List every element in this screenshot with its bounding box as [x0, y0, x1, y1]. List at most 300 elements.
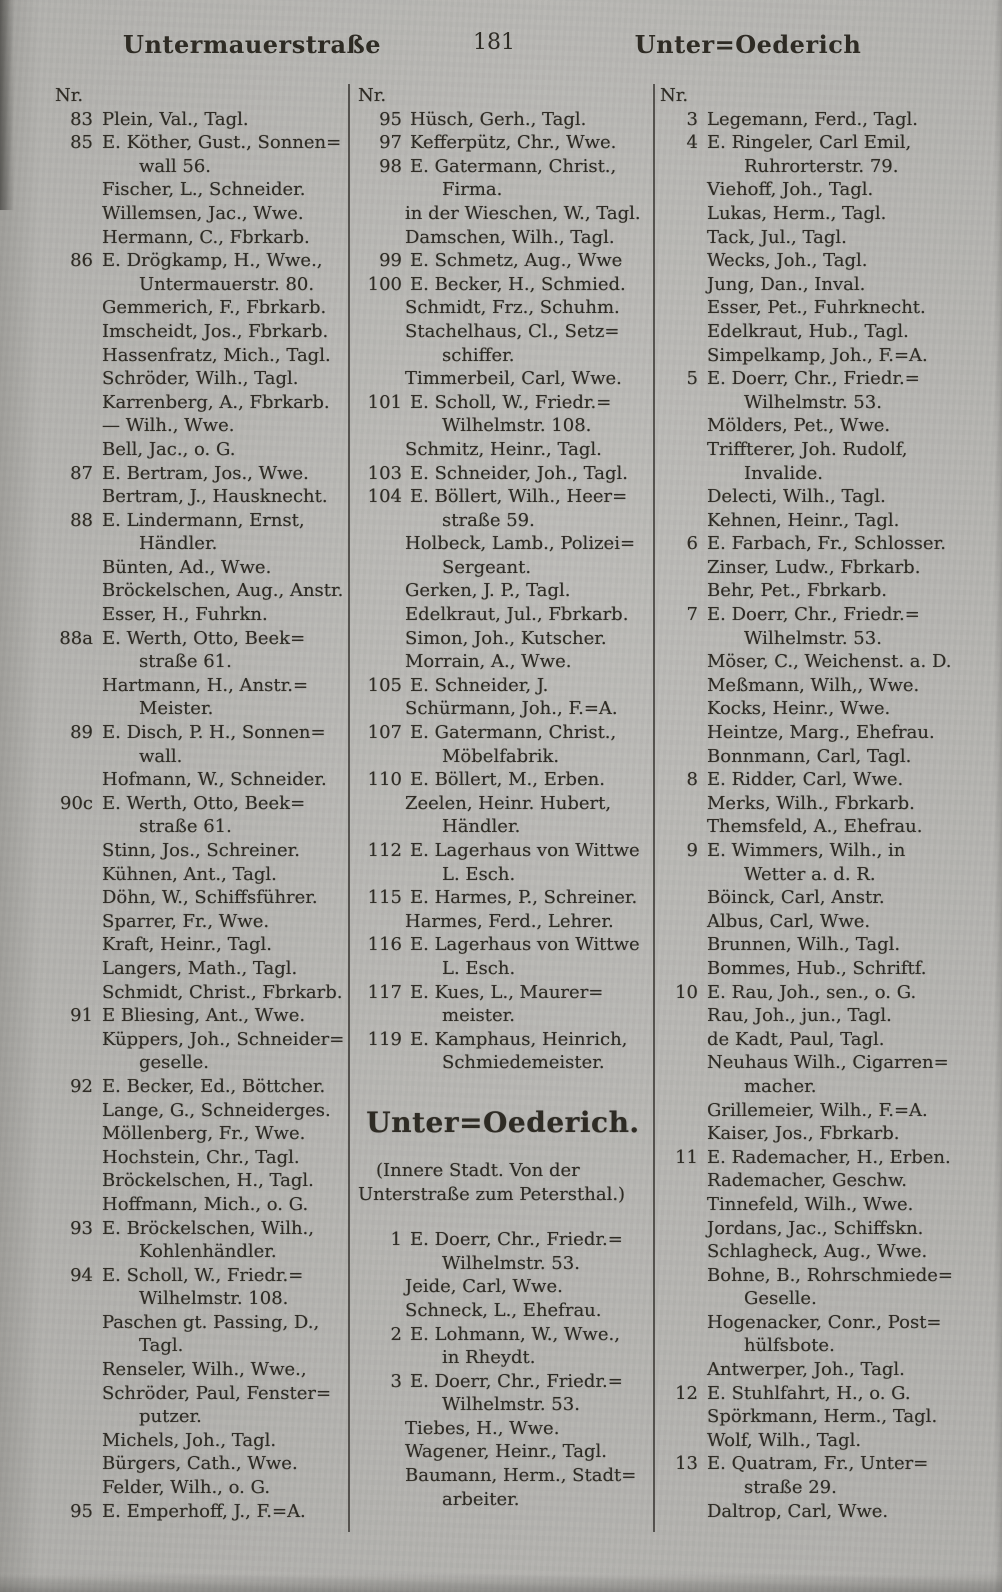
resident-line [358, 1004, 648, 1028]
entry-line [358, 721, 648, 745]
resident-line [358, 1252, 648, 1276]
entry-text: E. Doerr, Chr., Friedr.= [707, 368, 920, 390]
resident-line [358, 792, 648, 816]
entry-text: Wilhelmstr. 108. [139, 1288, 289, 1310]
resident-line [55, 1311, 345, 1335]
resident-line [660, 1287, 998, 1311]
entry-text: E. Farbach, Fr., Schlosser. [707, 533, 946, 555]
entry-text: Wilhelmstr. 53. [442, 1252, 580, 1274]
entry-text: Kraft, Heinr., Tagl. [102, 934, 272, 956]
entry-text: in Rheydt. [442, 1347, 536, 1369]
resident-line [55, 1146, 345, 1170]
house-number: 119 [367, 1028, 402, 1050]
house-number: 10 [675, 981, 698, 1003]
entry-text: Kehnen, Heinr., Tagl. [707, 509, 900, 531]
resident-line [660, 414, 998, 438]
entry-text: Edelkraut, Hub., Tagl. [707, 320, 909, 342]
resident-line [55, 1358, 345, 1382]
entry-text: Schlagheck, Aug., Wwe. [707, 1241, 928, 1263]
entry-text: Bommes, Hub., Schriftf. [707, 957, 927, 979]
entry-line [358, 131, 648, 155]
resident-line [55, 650, 345, 674]
resident-line [358, 344, 648, 368]
entry-text: E. Gatermann, Christ., [410, 722, 617, 744]
house-number: 94 [70, 1264, 93, 1286]
entry-text: Fischer, L., Schneider. [102, 179, 306, 201]
house-number: 3 [390, 1370, 402, 1392]
entry-text: E. Kamphaus, Heinrich, [410, 1028, 628, 1050]
entry-text: Möbelfabrik. [442, 745, 560, 767]
entry-text: Hofmann, W., Schneider. [102, 769, 327, 791]
entry-text: straße 59. [442, 509, 535, 531]
entry-line [660, 768, 998, 792]
entry-line [358, 839, 648, 863]
entry-text: E. Köther, Gust., Sonnen= [102, 132, 342, 154]
resident-line [660, 674, 998, 698]
entry-text: Schmitz, Heinr., Tagl. [405, 438, 602, 460]
entry-text: meister. [442, 1005, 515, 1027]
entry-text: Bohne, B., Rohrschmiede= [707, 1264, 953, 1286]
entry-text: E. Schmetz, Aug., Wwe [410, 250, 623, 272]
entry-text: Tinnefeld, Wilh., Wwe. [707, 1193, 914, 1215]
entry-text: E. Becker, Ed., Böttcher. [102, 1075, 326, 1097]
resident-line [55, 603, 345, 627]
resident-line [55, 367, 345, 391]
entry-text: E. Disch, P. H., Sonnen= [102, 722, 326, 744]
resident-line [55, 1122, 345, 1146]
running-title-left: Untermauerstraße [123, 30, 381, 59]
house-number: 12 [675, 1382, 698, 1404]
entry-line [660, 131, 998, 155]
resident-line [660, 202, 998, 226]
entry-text: Timmerbeil, Carl, Wwe. [405, 368, 622, 390]
resident-line [660, 886, 998, 910]
resident-line [660, 650, 998, 674]
entry-text: Zinser, Ludw., Fbrkarb. [707, 556, 921, 578]
entry-text: Hartmann, H., Anstr.= [102, 674, 309, 696]
resident-line [55, 1334, 345, 1358]
resident-line [358, 1417, 648, 1441]
entry-line [358, 1228, 648, 1252]
house-number: 98 [379, 155, 402, 177]
house-number: 99 [379, 250, 402, 272]
house-number: 100 [367, 273, 402, 295]
entry-text: Hassenfratz, Mich., Tagl. [102, 344, 331, 366]
resident-line [660, 1476, 998, 1500]
resident-line [660, 320, 998, 344]
resident-line [358, 579, 648, 603]
house-number: 6 [686, 533, 698, 555]
resident-line [55, 768, 345, 792]
entry-text: Stinn, Jos., Schreiner. [102, 840, 301, 861]
entry-text: Möllenberg, Fr., Wwe. [102, 1123, 306, 1145]
resident-line [55, 1099, 345, 1123]
house-number: 83 [70, 108, 93, 130]
resident-line [358, 745, 648, 769]
resident-line [55, 1028, 345, 1052]
column-divider-1 [348, 84, 350, 1532]
entry-line [358, 1323, 648, 1347]
resident-line [660, 1028, 998, 1052]
entry-text: E. Scholl, W., Friedr.= [410, 391, 612, 413]
entry-text: Hermann, C., Fbrkarb. [102, 226, 310, 248]
entry-text: Esser, H., Fuhrkn. [102, 604, 268, 626]
entry-text: E Bliesing, Ant., Wwe. [102, 1005, 306, 1027]
resident-line [358, 697, 648, 721]
resident-line [358, 1299, 648, 1323]
resident-line [660, 1264, 998, 1288]
resident-line [660, 815, 998, 839]
entry-text: Nr. [55, 85, 84, 106]
entry-text: Antwerper, Joh., Tagl. [707, 1359, 905, 1381]
column-divider-2 [653, 84, 655, 1532]
entry-text: E. Doerr, Chr., Friedr.= [707, 604, 920, 626]
resident-line [660, 1075, 998, 1099]
resident-line [660, 863, 998, 887]
house-number: 104 [367, 486, 402, 508]
resident-line [55, 1452, 345, 1476]
entry-text: Hochstein, Chr., Tagl. [102, 1146, 300, 1168]
entry-text: Bell, Jac., o. G. [102, 438, 236, 460]
resident-line [660, 1500, 998, 1524]
resident-line [660, 1358, 998, 1382]
resident-line [358, 957, 648, 981]
house-number: 95 [70, 1500, 93, 1522]
resident-line [660, 1429, 998, 1453]
entry-text: Rademacher, Geschw. [707, 1170, 908, 1192]
entry-line [660, 1382, 998, 1406]
page-number: 181 [473, 30, 515, 55]
entry-text: L. Esch. [442, 863, 516, 885]
entry-text: Schmidt, Christ., Fbrkarb. [102, 981, 343, 1003]
resident-line [660, 273, 998, 297]
entry-text: Langers, Math., Tagl. [102, 957, 298, 979]
entry-text: Kühnen, Ant., Tagl. [102, 863, 277, 885]
entry-line [358, 485, 648, 509]
resident-line [358, 1464, 648, 1488]
resident-line [660, 391, 998, 415]
entry-text: Schürmann, Joh., F.=A. [405, 698, 618, 720]
resident-line [660, 249, 998, 273]
entry-text: Delecti, Wilh., Tagl. [707, 486, 886, 508]
resident-line [660, 579, 998, 603]
resident-line [660, 226, 998, 250]
entry-text: E. Kues, L., Maurer= [410, 981, 604, 1003]
resident-line [55, 697, 345, 721]
resident-line [660, 792, 998, 816]
entry-text: E. Harmes, P., Schreiner. [410, 887, 638, 909]
resident-line [660, 344, 998, 368]
entry-line [358, 1370, 648, 1394]
entry-line [358, 391, 648, 415]
entry-text: schiffer. [442, 344, 515, 366]
resident-line [660, 910, 998, 934]
entry-text: Bonnmann, Carl, Tagl. [707, 745, 912, 767]
entry-line [55, 1264, 345, 1288]
resident-line [358, 296, 648, 320]
resident-line [55, 84, 345, 108]
resident-line [55, 532, 345, 556]
resident-line [55, 391, 345, 415]
entry-text: Grillemeier, Wilh., F.=A. [707, 1099, 928, 1121]
street-section-heading: Unter=Oederich. [366, 1105, 640, 1139]
entry-text: Untermauerstr. 80. [139, 273, 315, 295]
resident-line [660, 721, 998, 745]
entry-line [358, 1028, 648, 1052]
resident-line [358, 438, 648, 462]
entry-text: Tiebes, H., Wwe. [405, 1417, 560, 1439]
entry-text: Wilhelmstr. 53. [744, 391, 882, 413]
entry-text: Böinck, Carl, Anstr. [707, 887, 885, 909]
entry-text: Nr. [358, 85, 387, 106]
resident-line [55, 296, 345, 320]
resident-line [55, 1405, 345, 1429]
house-number: 89 [70, 722, 93, 744]
entry-text: E. Ridder, Carl, Wwe. [707, 769, 904, 791]
entry-text: straße 61. [139, 651, 232, 673]
resident-line [358, 532, 648, 556]
entry-text: (Innere Stadt. Von der [376, 1159, 580, 1181]
entry-text: Imscheidt, Jos., Fbrkarb. [102, 320, 329, 342]
resident-line [358, 1183, 648, 1207]
column-gap [358, 1141, 648, 1159]
entry-line [55, 1500, 345, 1524]
entry-text: Hogenacker, Conr., Post= [707, 1311, 942, 1333]
entry-text: Schröder, Paul, Fenster= [102, 1382, 332, 1404]
entry-line [55, 462, 345, 486]
entry-line [358, 155, 648, 179]
entry-text: Themsfeld, A., Ehefrau. [707, 816, 923, 838]
house-number: 117 [367, 981, 402, 1003]
resident-line [55, 1382, 345, 1406]
resident-line [358, 178, 648, 202]
entry-line [660, 108, 998, 132]
entry-text: Wecks, Joh., Tagl. [707, 250, 868, 272]
house-number: 85 [70, 132, 93, 154]
resident-line [660, 697, 998, 721]
resident-line [660, 1217, 998, 1241]
entry-text: Händler. [442, 816, 521, 838]
resident-line [660, 296, 998, 320]
entry-text: Wilhelmstr. 53. [744, 627, 882, 649]
entry-text: Spörkmann, Herm., Tagl. [707, 1406, 938, 1428]
resident-line [660, 1051, 998, 1075]
entry-line [660, 981, 998, 1005]
entry-text: E. Emperhoff, J., F.=A. [102, 1500, 306, 1522]
entry-text: Wilhelmstr. 108. [442, 415, 592, 437]
house-number: 93 [70, 1217, 93, 1239]
entry-text: Simon, Joh., Kutscher. [405, 627, 607, 649]
entry-line [358, 674, 648, 698]
entry-text: E. Werth, Otto, Beek= [102, 792, 306, 814]
entry-text: Bröckelschen, H., Tagl. [102, 1170, 314, 1192]
entry-text: E. Schneider, J. [410, 674, 549, 696]
entry-text: Ruhrorterstr. 79. [744, 155, 899, 177]
entry-line [358, 981, 648, 1005]
entry-text: Möser, C., Weichenst. a. D. [707, 651, 952, 673]
resident-line [55, 863, 345, 887]
entry-text: Simpelkamp, Joh., F.=A. [707, 344, 928, 366]
entry-text: Rau, Joh., jun., Tagl. [707, 1005, 892, 1027]
entry-text: macher. [744, 1075, 817, 1097]
entry-text: E. Drögkamp, H., Wwe., [102, 250, 323, 272]
resident-line [660, 1193, 998, 1217]
resident-line [55, 344, 345, 368]
entry-text: arbeiter. [442, 1488, 520, 1510]
house-number: 103 [367, 462, 402, 484]
entry-line [358, 933, 648, 957]
resident-line [358, 1275, 648, 1299]
resident-line [358, 1346, 648, 1370]
entry-text: wall. [139, 745, 183, 767]
entry-text: E. Schneider, Joh., Tagl. [410, 462, 628, 484]
entry-text: E. Böllert, M., Erben. [410, 769, 605, 791]
resident-line [55, 1169, 345, 1193]
resident-line [55, 1287, 345, 1311]
entry-text: L. Esch. [442, 957, 516, 979]
entry-text: Sergeant. [442, 556, 532, 578]
entry-text: putzer. [139, 1406, 202, 1428]
entry-text: Firma. [442, 179, 503, 201]
entry-text: Gemmerich, F., Fbrkarb. [102, 297, 327, 319]
house-number: 4 [686, 132, 698, 154]
house-number: 116 [367, 934, 402, 956]
resident-line [660, 957, 998, 981]
entry-text: Karrenberg, A., Fbrkarb. [102, 391, 330, 413]
entry-text: Albus, Carl, Wwe. [707, 910, 871, 932]
entry-text: E. Lagerhaus von Wittwe [410, 934, 640, 956]
entry-text: wall 56. [139, 155, 211, 177]
entry-text: E. Werth, Otto, Beek= [102, 627, 306, 649]
entry-line [660, 603, 998, 627]
entry-line [55, 1217, 345, 1241]
resident-line [55, 1240, 345, 1264]
entry-text: E. Doerr, Chr., Friedr.= [410, 1229, 623, 1251]
entry-text: Bertram, J., Hausknecht. [102, 486, 328, 508]
entry-text: Jeide, Carl, Wwe. [405, 1276, 563, 1298]
house-number: 110 [367, 769, 402, 791]
resident-line [660, 1334, 998, 1358]
entry-text: Michels, Joh., Tagl. [102, 1429, 277, 1451]
house-number: 11 [675, 1146, 698, 1168]
entry-text: Felder, Wilh., o. G. [102, 1477, 271, 1499]
resident-line [358, 627, 648, 651]
house-number: 8 [686, 769, 698, 791]
resident-line [358, 84, 648, 108]
entry-line [55, 1075, 345, 1099]
resident-line [55, 815, 345, 839]
house-number: 1 [390, 1229, 402, 1251]
house-number: 90c [60, 792, 93, 814]
house-number: 95 [379, 108, 402, 130]
house-number: 88 [70, 509, 93, 531]
house-number: 97 [379, 132, 402, 154]
entry-text: E. Böllert, Wilh., Heer= [410, 486, 628, 508]
entry-text: Daltrop, Carl, Wwe. [707, 1500, 889, 1522]
entry-text: hülfsbote. [744, 1335, 835, 1357]
entry-text: Bünten, Ad., Wwe. [102, 556, 272, 578]
entry-text: Kaiser, Jos., Fbrkarb. [707, 1123, 900, 1145]
resident-line [358, 320, 648, 344]
house-number: 3 [686, 108, 698, 130]
resident-line [358, 226, 648, 250]
entry-text: Viehoff, Joh., Tagl. [707, 179, 874, 201]
resident-line [358, 1393, 648, 1417]
resident-line [660, 178, 998, 202]
resident-line [358, 1440, 648, 1464]
house-number: 86 [70, 250, 93, 272]
house-number: 91 [70, 1005, 93, 1027]
entry-line [358, 886, 648, 910]
entry-text: Renseler, Wilh., Wwe., [102, 1359, 307, 1381]
entry-text: E. Rau, Joh., sen., o. G. [707, 981, 917, 1003]
entry-line [358, 273, 648, 297]
entry-text: Hoffmann, Mich., o. G. [102, 1193, 309, 1215]
entry-text: Schröder, Wilh., Tagl. [102, 368, 299, 390]
entry-text: Paschen gt. Passing, D., [102, 1311, 320, 1333]
resident-line [660, 1169, 998, 1193]
entry-text: Brunnen, Wilh., Tagl. [707, 934, 901, 956]
entry-text: Gerken, J. P., Tagl. [405, 580, 571, 602]
entry-line [660, 532, 998, 556]
entry-text: E. Bertram, Jos., Wwe. [102, 462, 309, 484]
resident-line [660, 84, 998, 108]
resident-line [660, 556, 998, 580]
entry-text: E. Quatram, Fr., Unter= [707, 1453, 929, 1475]
resident-line [358, 1051, 648, 1075]
entry-text: Esser, Pet., Fuhrknecht. [707, 297, 926, 319]
resident-line [660, 1405, 998, 1429]
entry-line [358, 108, 648, 132]
entry-text: Harmes, Ferd., Lehrer. [405, 910, 614, 932]
resident-line [358, 509, 648, 533]
entry-text: Triffterer, Joh. Rudolf, [707, 438, 908, 460]
house-number: 115 [367, 887, 402, 909]
entry-text: Hüsch, Gerh., Tagl. [410, 108, 587, 130]
entry-line [358, 249, 648, 273]
entry-text: Plein, Val., Tagl. [102, 108, 249, 130]
entry-text: Meßmann, Wilh,, Wwe. [707, 674, 920, 696]
entry-text: Schneck, L., Ehefrau. [405, 1299, 602, 1321]
entry-text: Neuhaus Wilh., Cigarren= [707, 1052, 949, 1074]
entry-text: E. Becker, H., Schmied. [410, 273, 626, 295]
resident-line [55, 886, 345, 910]
resident-line [55, 414, 345, 438]
entry-text: straße 61. [139, 816, 232, 838]
entry-text: Geselle. [744, 1288, 817, 1310]
entry-text: Legemann, Ferd., Tagl. [707, 108, 918, 130]
entry-text: de Kadt, Paul, Tagl. [707, 1028, 885, 1050]
resident-line [660, 155, 998, 179]
entry-text: E. Ringeler, Carl Emil, [707, 132, 912, 154]
entry-text: Wagener, Heinr., Tagl. [405, 1441, 607, 1463]
entry-text: Jung, Dan., Inval. [707, 273, 866, 295]
house-number: 87 [70, 462, 93, 484]
entry-text: Morrain, A., Wwe. [405, 651, 572, 673]
resident-line [55, 745, 345, 769]
resident-line [55, 1476, 345, 1500]
resident-line [55, 273, 345, 297]
entry-text: Lange, G., Schneiderges. [102, 1099, 331, 1121]
entry-text: Holbeck, Lamb., Polizei= [405, 533, 636, 555]
entry-text: Sparrer, Fr., Wwe. [102, 910, 270, 932]
house-number: 105 [367, 674, 402, 696]
house-number: 88a [59, 627, 93, 649]
entry-text: Willemsen, Jac., Wwe. [102, 202, 304, 224]
entry-line [55, 131, 345, 155]
entry-text: E. Wimmers, Wilh., in [707, 840, 906, 861]
entry-text: Kocks, Heinr., Wwe. [707, 698, 891, 720]
